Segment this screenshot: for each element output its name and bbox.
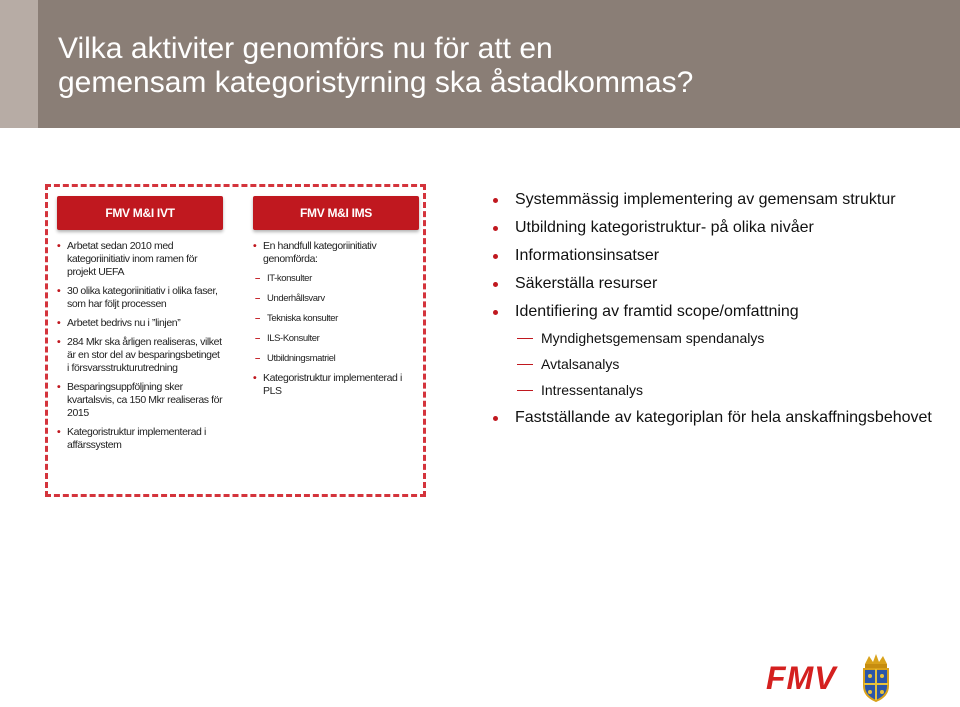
bullet-icon xyxy=(493,254,498,259)
panel-ivt-header: FMV M&I IVT xyxy=(57,196,223,230)
activity-bullet-list xyxy=(493,190,933,436)
fmv-logo xyxy=(766,650,956,704)
dash-icon: – xyxy=(255,293,260,304)
bullet-icon: • xyxy=(57,285,61,297)
bullet-item: Informationsinsatser xyxy=(493,246,933,265)
bullet-icon: • xyxy=(57,426,61,438)
bullet-icon xyxy=(493,226,498,231)
slide-title xyxy=(58,32,938,100)
bullet-item: Säkerställa resurser xyxy=(493,274,933,293)
list-item: • Kategoristruktur implementerad i affärssystem xyxy=(57,426,206,451)
panel-ims-list xyxy=(253,240,419,398)
slide-title-line-1: Vilka aktiviter genomförs nu för att en xyxy=(58,32,553,65)
bullet-icon: • xyxy=(253,372,257,384)
panel-ims xyxy=(253,196,419,404)
crown-emblem-icon xyxy=(858,650,894,704)
top-bar-left-block xyxy=(0,0,38,10)
panel-ims-header: FMV M&I IMS xyxy=(253,196,419,230)
list-item: • Kategoristruktur implementerad i PLS xyxy=(253,372,402,397)
title-band-left-strip xyxy=(0,10,38,128)
panel-ivt xyxy=(57,196,223,458)
bullet-icon xyxy=(493,310,498,315)
list-item: • Besparingsuppföljning sker kvartalsvis, ca 150 Mkr realiseras för 2015 xyxy=(57,381,223,419)
sub-bullet-item: Intressentanalys xyxy=(493,382,933,399)
bullet-icon xyxy=(493,282,498,287)
sub-bullet-item: Avtalsanalys xyxy=(493,356,933,373)
dash-icon: – xyxy=(255,273,260,284)
dash-icon xyxy=(517,390,533,391)
top-bar xyxy=(0,0,960,10)
panel-ivt-list xyxy=(57,240,223,452)
bullet-item: Identifiering av framtid scope/omfattning xyxy=(493,302,933,321)
bullet-item: Systemmässig implementering av gemensam struktur xyxy=(493,190,933,209)
bullet-icon: • xyxy=(57,317,61,329)
list-item: • En handfull kategoriinitiativ genomförda: xyxy=(253,240,377,265)
dash-icon xyxy=(517,364,533,365)
dash-icon: – xyxy=(255,313,260,324)
list-item: • 30 olika kategoriinitiativ i olika faser, som har följt processen xyxy=(57,285,218,310)
dash-icon xyxy=(517,338,533,339)
sub-list-item: – ILS-Konsulter xyxy=(255,333,320,344)
bullet-icon xyxy=(493,198,498,203)
sub-list-item: – Utbildningsmatriel xyxy=(255,353,336,364)
bullet-icon: • xyxy=(57,336,61,348)
bullet-icon: • xyxy=(57,240,61,252)
bullet-item: Fastställande av kategoriplan för hela anskaffningsbehovet xyxy=(493,408,933,427)
slide-title-line-2: gemensam kategoristyrning ska åstadkommas? xyxy=(58,66,694,99)
sub-bullet-item: Myndighetsgemensam spendanalys xyxy=(493,330,933,347)
dash-icon: – xyxy=(255,333,260,344)
dash-icon: – xyxy=(255,353,260,364)
sub-list-item: – Tekniska konsulter xyxy=(255,313,338,324)
list-item: • Arbetat sedan 2010 med kategoriinitiativ inom ramen för projekt UEFA xyxy=(57,240,198,278)
bullet-item: Utbildning kategoristruktur- på olika nivåer xyxy=(493,218,933,237)
bullet-icon xyxy=(493,416,498,421)
sub-list-item: – IT-konsulter xyxy=(255,273,312,284)
fmv-logo-text: FMV xyxy=(766,660,837,696)
list-item: • Arbetet bedrivs nu i ”linjen” xyxy=(57,317,181,329)
bullet-icon: • xyxy=(253,240,257,252)
sub-list-item: – Underhållsvarv xyxy=(255,293,325,304)
list-item: • 284 Mkr ska årligen realiseras, vilket är en stor del av besparingsbetinget i försvarsstrukturutredning xyxy=(57,336,222,374)
bullet-icon: • xyxy=(57,381,61,393)
